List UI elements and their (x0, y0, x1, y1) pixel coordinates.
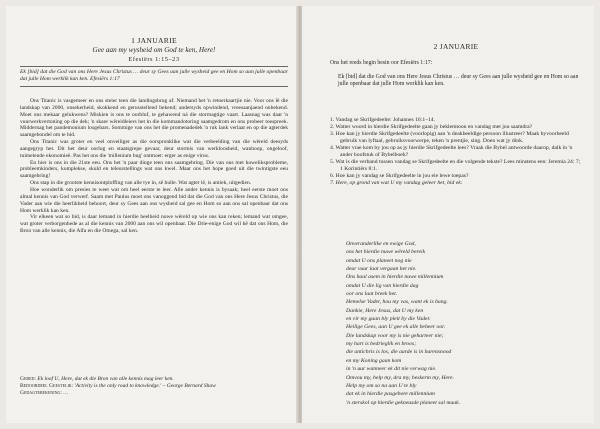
poem-line: Ons haal asem in hierdie nuwe millennium (346, 274, 444, 281)
paragraph: Ons stap in die grootste kennisontploffing van alle tye in, sê hulle. Wat agter lê, is antiek, uitgedien. (30, 180, 252, 187)
prayer-line: Gedagterekening: … (20, 389, 69, 396)
verse-reference: Efesiërs 1:15–23 (128, 56, 180, 63)
poem-line: Dankie, Here Jesus, dat U my ken (346, 307, 424, 314)
reflection-questions (330, 117, 582, 187)
paragraph: Ons Titanic is vasgemeer en ons steier teen die landingsbrug af. Niemand het 'n retoerkaartjie nie. Voor ons lê die landskap van 2000, onsekerheid, skokkend en gerusstellend bekend; andersyds opwindend, vreesaanjaend onbekend. Moet ons mekaar gelukwens? Miskien is ons te oorbluf, te gehawend ná die stormagtige vaart. Laasnag was daar 'n vuurwerkvertoning op die dek; 'n skare wêreldleiers het in die kommandotoring saamgedrom en ons probeer toespreek. Middernag het pandemonium losgebars. Sommige van ons het die promenadedek 'n ruk lank verlaat en op die agterdek saamgebondel om te bid. (20, 98, 288, 139)
poem-line: dat ek in hierdie pasgebore millennium (346, 391, 435, 398)
question-item: 5. Wat is die verband tussen vandag se Skrifgedeelte en die volgende tekste? Lees minstens een: Jeremia 24: 7; 1 Korintiërs 8:1. (330, 159, 581, 173)
poem-line: my hart is bedrieglik en broos; (346, 341, 417, 348)
scripture-quote: Ek [bid] dat die God van ons Here Jesus Christus … deur sy Gees aan julle wysheid gee en Hom so aan julle openbaar dat julle Hom werklik kan ken. Efesiërs 1:17 (20, 69, 288, 83)
left-page (6, 6, 299, 423)
paragraph: Ons Titanic was groter en veel onveiliger as die oorspronklike wat die verbeelding van die wêreld deesyds aangegryp het. Dit het deur oorlog en staatsgrepe gevaar, deur stormis van werkloosheid, wanhoop, ongeloof, tuimelende ekonomieë. Pas het ons die 'millenium bug' ontmoet: erger as enige virus. (20, 139, 288, 159)
scripture-quote: Ek [bid] dat die God van ons Here Jesus Christus … deur sy Gees aan julle wysheid gee en Hom so aan julle openbaar dat julle Hom werklik kan ken. (338, 74, 579, 87)
poem-line: Heilige Gees, aan U gee ek alle beheer oor. (346, 324, 446, 331)
question-item: 6. Hoe kan jy vandag se Skrifgedeelte in jou eie lewe toepas? (330, 173, 469, 180)
poem-line: Die landskap voor my is nie geharteer nie; (346, 332, 444, 339)
question-item: 7. Here, op grond van wat U my vandag geleer het, bid ek: (330, 180, 463, 187)
prayer-line: Bedoordeel Geestelik: 'Activity is the only road to knowledge.' – George Bernard Shaw (20, 382, 216, 389)
devotional-body (20, 98, 288, 235)
poem-line: omdat U ons planeet nog nie (346, 257, 412, 264)
prayer-poem (330, 240, 594, 407)
paragraph: Hoe wonderlik om presies te weet wat om heel eerste te leer. Alle ander kennis is bysaak; heel eerste moet ons almal kennis van God verwerf. Saam met Paulus moet ons vanoggend bid dat die God van ons Here Jesus Christus, die Vader aan wie die heerlikheid behoort, deur sy Gees aan ons wysheid sal gee en Hom so aan ons sal openbaar dat ons Hom werklik kan ken. (20, 186, 288, 214)
paragraph: Vir elkeen wat so bid, is daar lemand in hierdie heelheid nuwe wêreld op wie ons kan reken; lemand wat omgee, wat groter verborgenhede as al die kennis van 2000 aan ons wil openbaar. Die Drie-enige God wil hê dat ons Hom, die Bron van alle kennis, die Alfa en die Omega, sal ken. (20, 214, 288, 235)
poem-line: en my Koning gaan kom (346, 357, 402, 364)
poem-line: ons het hierdie nuwe wêreld bereik (346, 249, 426, 256)
poem-line: Onveranderlike en ewige God, (346, 241, 416, 247)
poem-line: die antichris is los, die aarde is in barensnood (346, 349, 452, 356)
question-item: 4. Watter vrae kom by jou op as jy hierdie Skrifgedeelte lees? Vraak die Bybel antwoorde daarop, dalk in 'n ander hoofstuk of Bybelboek? (330, 145, 573, 159)
poem-line: Omvou my, help my, dra my, beskerm my, Here. (346, 374, 454, 381)
poem-line: omdat U die lig van hierdie dag (346, 282, 419, 289)
poem-line: Help my om so na aan U te bly (346, 382, 417, 389)
intro-text: Ons het reeds begin besin oor Efesiërs 1:17: (330, 60, 433, 66)
poem-line: in 'n uur wanneer ek dit nie verwag nie. (346, 366, 437, 373)
poem-line: deur vuur laat vergaan het nie. (346, 266, 417, 273)
top-rule (20, 66, 288, 67)
day-heading: 2 JANUARIE (433, 42, 479, 51)
question-item: 3. Hoe kan jy hierdie Skrifgedeelte (voorlopig) aan 'n deakbeeldige persoon illustreer? Maak byvoorbeeld gebruik van lyftaal, gebruiksvoorwerpe, teken 'n prentjie, sing. Doen wat jy dink. (330, 131, 569, 145)
right-page (302, 6, 594, 423)
paragraph: En hier is ons in die 21ste eeu. Ons het 'n paar dinge teen ons saamgebring. Die van ons met huweliksprobleme, probleemkinders, komplekse, skuld en teleurstellings wat ons kwel. Maar ons het hope goed uit die twintigste eeu saamgebring! (20, 159, 288, 180)
prayer-line: Gebed: Ek loof U, Here, dat ek die Bron van alle kennis mag leer ken. (20, 376, 174, 382)
prayer-block (20, 376, 288, 397)
poem-line: en vir my gaan bly pleit by die Vader. (346, 316, 431, 323)
bottom-rule (20, 86, 288, 87)
poem-line: 'n sterskol op hierdie gekneusde planeet sal maak. (346, 399, 461, 406)
question-item: 2. Watter woord in hierdie Skrifgedeelte gaan jy beklemtoon en vandag met jou saamdra? (330, 124, 533, 131)
verse-title: Gee aan my wysheid om God te ken, Here! (92, 46, 216, 54)
day-heading: 1 JANUARIE (131, 36, 177, 45)
poem-line: Hemelse Vader, hou my vas, want ek is bang. (346, 299, 448, 306)
question-item: 1. Vandag se Skrifgedeelte: Johannes 16:1–14. (330, 117, 436, 123)
poem-line: oor ons laat breek het. (346, 291, 398, 298)
